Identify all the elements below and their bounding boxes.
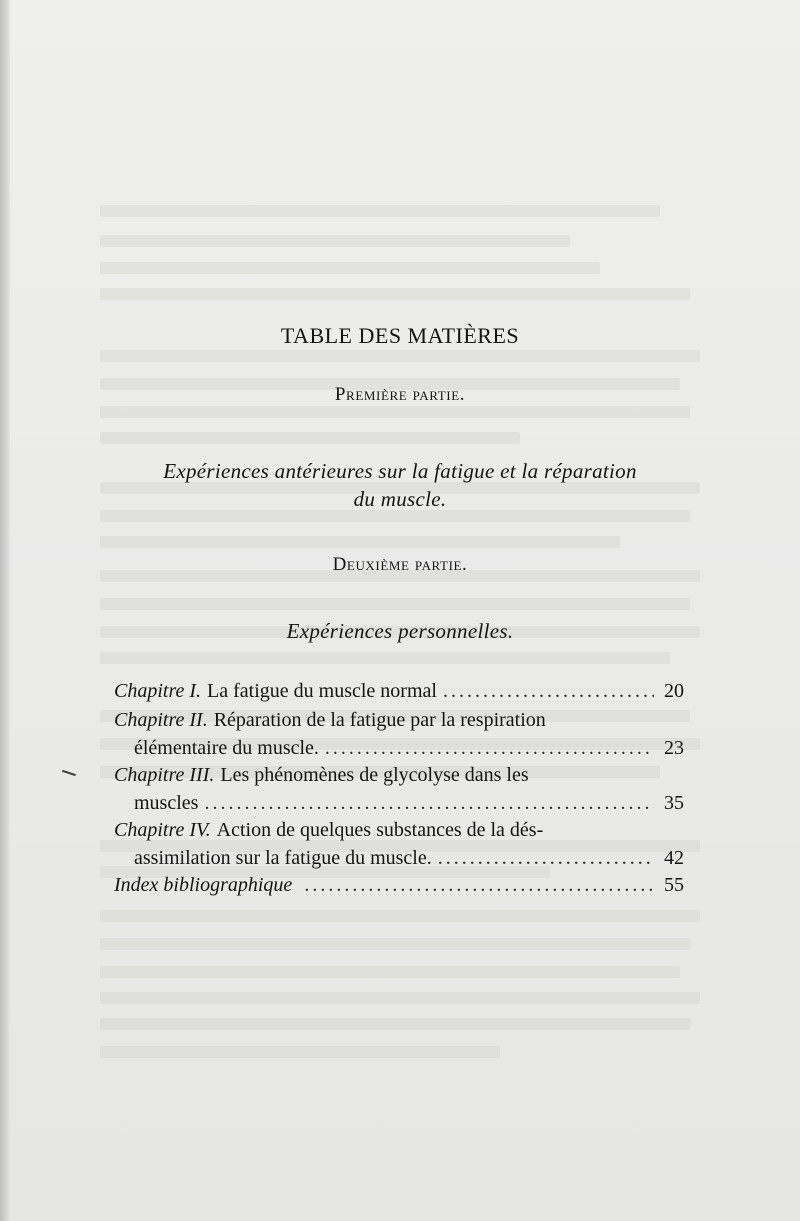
toc-entry-chapter-3[interactable] bbox=[114, 761, 684, 817]
index-label: Index bibliographique bbox=[114, 874, 293, 896]
chapter-title-continuation: assimilation sur la fatigue du muscle. bbox=[134, 847, 432, 869]
toc-entry-index[interactable] bbox=[114, 871, 684, 899]
dot-leader bbox=[325, 734, 654, 762]
part-one-subtitle bbox=[0, 457, 800, 513]
chapter-label: Chapitre I. bbox=[114, 680, 202, 702]
chapter-title: La fatigue du muscle normal bbox=[207, 680, 437, 702]
chapter-title: Action de quelques substances de la dés- bbox=[216, 819, 544, 841]
part-one-subtitle-line2: du muscle. bbox=[353, 487, 447, 511]
toc-entry-chapter-2[interactable] bbox=[114, 706, 684, 762]
page-number: 20 bbox=[664, 680, 684, 702]
chapter-title: Réparation de la fatigue par la respiration bbox=[213, 709, 546, 731]
part-two-subtitle: Expériences personnelles. bbox=[286, 619, 514, 643]
dot-leader bbox=[304, 871, 654, 899]
page-number: 42 bbox=[664, 847, 684, 869]
page-number: 35 bbox=[664, 792, 684, 814]
part-two-heading: Deuxième partie. bbox=[332, 554, 468, 575]
dot-leader bbox=[204, 789, 654, 817]
part-one-subtitle-line1: Expériences antérieures sur la fatigue et la réparation bbox=[163, 459, 637, 483]
page-number: 55 bbox=[664, 874, 684, 896]
chapter-label: Chapitre III. bbox=[114, 764, 215, 786]
chapter-label: Chapitre IV. bbox=[114, 819, 211, 841]
dot-leader bbox=[443, 677, 654, 705]
toc-entry-chapter-4[interactable] bbox=[114, 816, 684, 872]
page-title: TABLE DES MATIÈRES bbox=[280, 323, 520, 348]
dot-leader bbox=[438, 844, 654, 872]
part-one-heading: Première partie. bbox=[334, 384, 466, 405]
chapter-title-continuation: élémentaire du muscle. bbox=[134, 737, 319, 759]
toc-entry-chapter-1[interactable] bbox=[114, 677, 684, 705]
chapter-label: Chapitre II. bbox=[114, 709, 208, 731]
page-number: 23 bbox=[664, 737, 684, 759]
chapter-title: Les phénomènes de glycolyse dans les bbox=[220, 764, 529, 786]
chapter-title-continuation: muscles bbox=[134, 792, 199, 814]
margin-mark bbox=[62, 770, 76, 776]
page-edge-shadow bbox=[0, 0, 10, 1221]
